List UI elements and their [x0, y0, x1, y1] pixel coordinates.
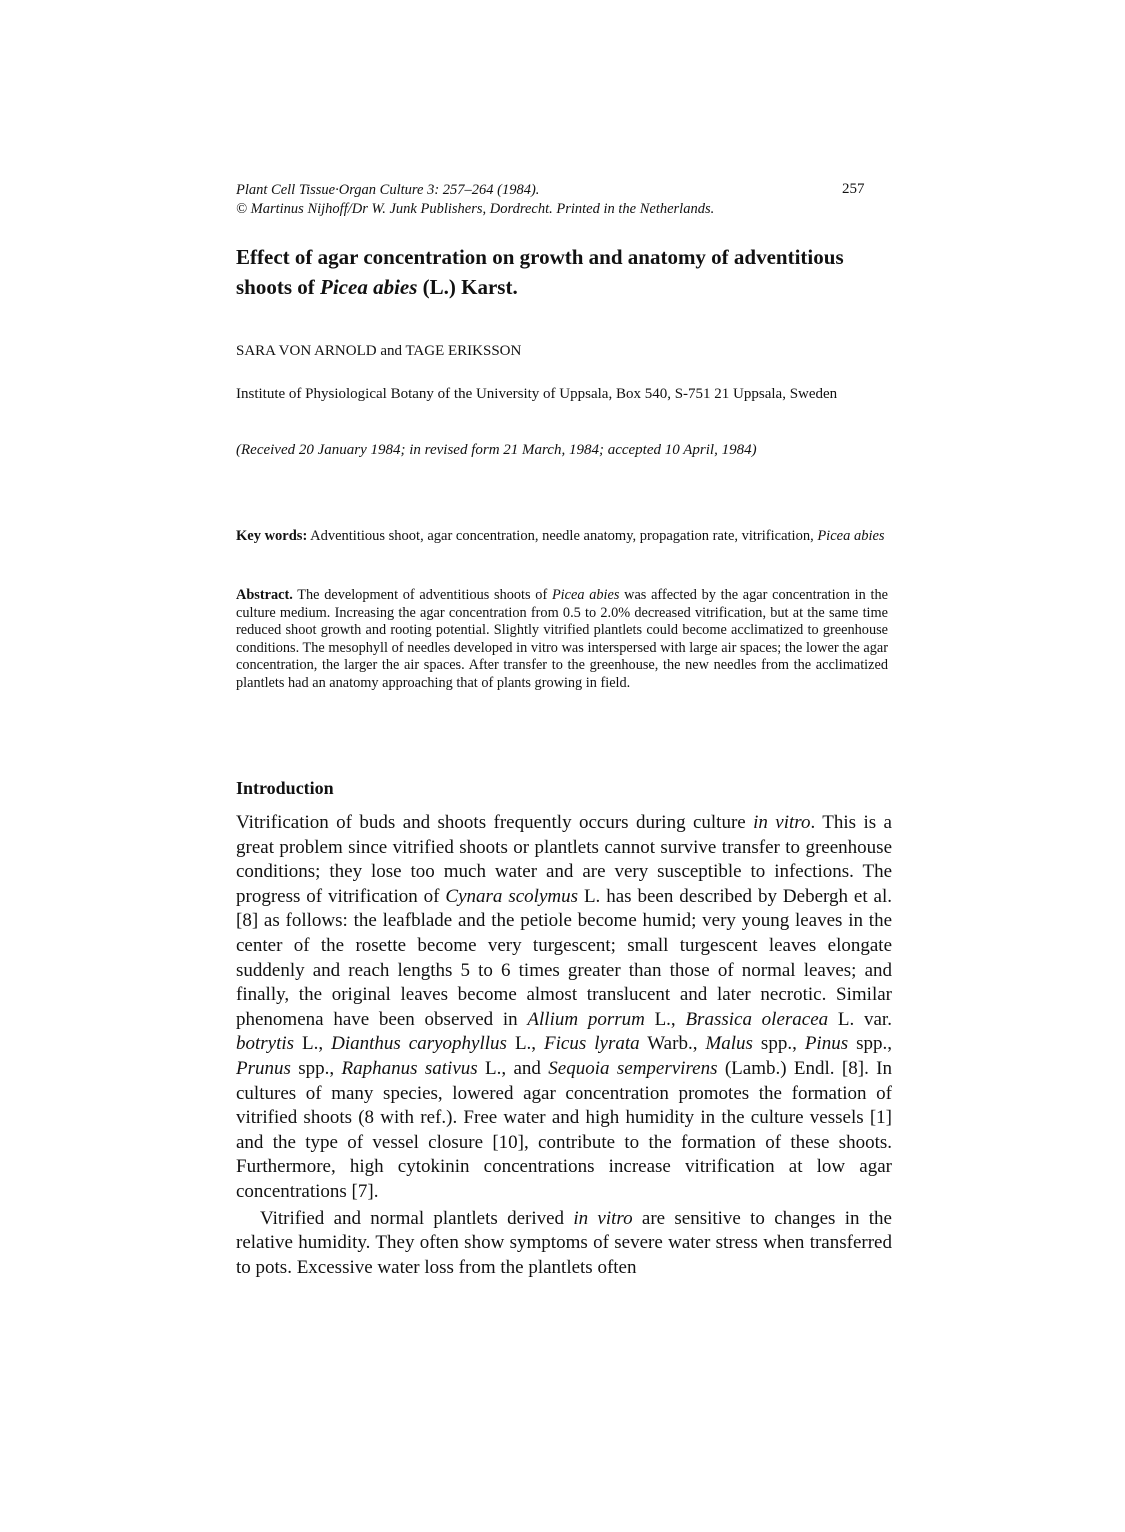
keywords-text: Adventitious shoot, agar concentration, needle anatomy, propagation rate, vitrification, [307, 528, 818, 544]
intro-p1-i6: Dianthus caryophyllus [331, 1033, 507, 1055]
authors: SARA VON ARNOLD and TAGE ERIKSSON [236, 343, 522, 359]
introduction-body [236, 811, 892, 1280]
keywords-label: Key words: [236, 528, 308, 544]
intro-p1-i10: Prunus [236, 1057, 291, 1079]
title-part-2: (L.) Karst. [417, 275, 518, 299]
intro-p1-t2: . This is a great problem since vitrified shoots or plantlets cannot survive transfer to greenhouse conditions; they lose too much water and are very susceptible to infections. The progress of vitrification of [236, 812, 892, 907]
journal-line-1: Plant Cell Tissue·Organ Culture 3: 257–264 (1984). [236, 182, 540, 198]
intro-p1-t1: Vitrification of buds and shoots frequently occurs during culture [236, 812, 754, 833]
intro-p1-i5: botrytis [236, 1033, 295, 1055]
intro-p1-t3: L. has been described by Debergh et al. [8] as follows: the leafblade and the petiole become humid; very young leaves in the center of the rosette become very turgescent; small turgescent leaves elongate suddenly and reach lengths 5 to 6 times greater than those of normal leaves; and finally, the original leaves become almost translucent and later necrotic. Similar phenomena have been observed in [236, 885, 893, 1030]
received-dates: (Received 20 January 1984; in revised form 21 March, 1984; accepted 10 April, 1984) [236, 442, 757, 458]
intro-p1-i12: Sequoia sempervirens [548, 1057, 718, 1079]
intro-p1-t12: L., and [477, 1057, 549, 1079]
keywords-species: Picea abies [817, 528, 885, 544]
intro-p2-t1: Vitrified and normal plantlets derived [260, 1207, 574, 1229]
intro-p1-t9: spp., [752, 1033, 805, 1055]
title-species: Picea abies [320, 275, 418, 299]
abstract-text-2: was affected by the agar concentration in the culture medium. Increasing the agar concentration from 0.5 to 2.0% decreased vitrification, but at the same time reduced shoot growth and rooting potential. Slightly vitrified plantlets could become acclimatized to greenhouse conditions. The mesophyll of needles developed in vitro was interspersed with large air spaces; the lower the agar concentration, the larger the air spaces. After transfer to the greenhouse, the new needles from the acclimatized plantlets had an anatomy approaching that of plants growing in field. [236, 587, 888, 691]
page-number: 257 [842, 181, 865, 197]
intro-p2-i1: in vitro [573, 1207, 633, 1229]
intro-p1-i4: Brassica oleracea [685, 1008, 829, 1030]
section-heading-introduction: Introduction [236, 778, 334, 798]
intro-p1-i9: Pinus [804, 1033, 849, 1055]
intro-p1-i1: in vitro [753, 812, 811, 833]
intro-p1-t10: spp., [848, 1033, 892, 1055]
keywords [236, 527, 888, 546]
affiliation: Institute of Physiological Botany of the University of Uppsala, Box 540, S-751 21 Uppsala, Sweden [236, 386, 838, 402]
intro-p1-t8: Warb., [639, 1033, 706, 1055]
abstract-species: Picea abies [551, 587, 620, 603]
introduction-paragraph-1 [236, 811, 892, 1205]
introduction-paragraph-2 [236, 1207, 892, 1281]
intro-p1-t7: L., [506, 1033, 545, 1055]
abstract [236, 587, 888, 693]
intro-p1-i2: Cynara scolymus [445, 885, 579, 907]
intro-p1-i3: Allium porrum [527, 1008, 645, 1030]
intro-p1-i11: Raphanus sativus [341, 1057, 478, 1079]
intro-p2-t2: are sensitive to changes in the relative humidity. They often show symptoms of severe water stress when transferred to pots. Excessive water loss from the plantlets often [236, 1207, 892, 1278]
intro-p1-i7: Ficus lyrata [544, 1033, 640, 1055]
abstract-text-1: The development of adventitious shoots of [292, 587, 552, 603]
journal-citation [236, 181, 714, 219]
intro-p1-t13: (Lamb.) Endl. [8]. In cultures of many species, lowered agar concentration promotes the formation of vitrified shoots (8 with ref.). Free water and high humidity in the culture vessels [1] and the type of vessel closure [10], contribute to the formation of these shoots. Furthermore, high cytokinin concentrations increase vitrification at low agar concentrations [7]. [236, 1057, 893, 1202]
article-title [236, 242, 886, 302]
intro-p1-t5: L. var. [828, 1008, 892, 1030]
intro-p1-t4: L., [644, 1008, 686, 1030]
title-part-1: Effect of agar concentration on growth and anatomy of adventitious shoots of [236, 245, 844, 299]
intro-p1-i8: Malus [705, 1033, 753, 1055]
abstract-label: Abstract. [236, 587, 293, 603]
intro-p1-t6: L., [294, 1033, 332, 1055]
intro-p1-t11: spp., [290, 1057, 342, 1079]
journal-line-2: © Martinus Nijhoff/Dr W. Junk Publishers, Dordrecht. Printed in the Netherlands. [236, 201, 715, 217]
